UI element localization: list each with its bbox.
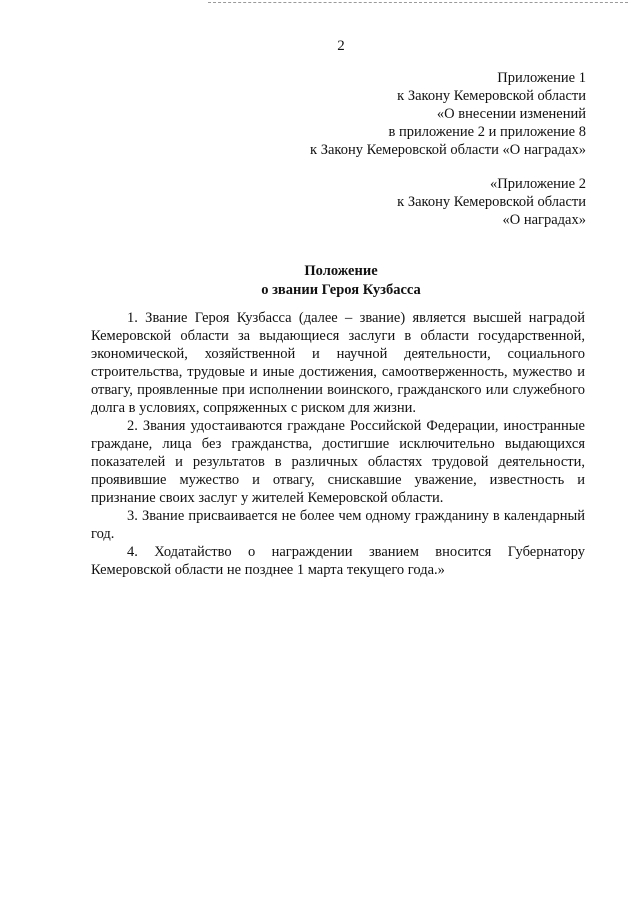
paragraph-3: 3. Звание присваивается не более чем одному гражданину в календарный год. xyxy=(91,508,585,542)
quoted-header-line: «О наградах» xyxy=(502,212,586,228)
appendix-header-line: к Закону Кемеровской области «О наградах» xyxy=(310,142,586,158)
quoted-appendix-header xyxy=(397,175,586,229)
page-number: 2 xyxy=(337,38,345,54)
appendix-header-line: «О внесении изменений xyxy=(436,106,586,122)
appendix-header xyxy=(310,69,586,159)
top-divider xyxy=(208,2,628,3)
title-line-2: о звании Героя Кузбасса xyxy=(261,282,421,298)
document-title xyxy=(0,262,640,300)
paragraph-2: 2. Звания удостаиваются граждане Российской Федерации, иностранные граждане, лица без гражданства, достигшие исключительно выдающихся показателей и результатов в различных областях трудовой деятельности, проявившие мужество и отвагу, снискавшие уважение, известность и признание своих заслуг у жителей Кемеровской области. xyxy=(91,418,585,506)
quoted-header-line: к Закону Кемеровской области xyxy=(397,194,586,210)
paragraph-4: 4. Ходатайство о награждении званием вносится Губернатору Кемеровской области не позднее 1 марта текущего года.» xyxy=(91,544,585,578)
title-line-1: Положение xyxy=(304,263,378,279)
quoted-header-line: «Приложение 2 xyxy=(490,176,586,192)
appendix-header-line: Приложение 1 xyxy=(497,70,586,86)
appendix-header-line: в приложение 2 и приложение 8 xyxy=(388,124,586,140)
document-body xyxy=(91,309,585,579)
appendix-header-line: к Закону Кемеровской области xyxy=(397,88,586,104)
paragraph-1: 1. Звание Героя Кузбасса (далее – звание) является высшей наградой Кемеровской области за выдающиеся заслуги в области государственной, экономической, хозяйственной и научной деятельности, социального строительства, трудовые и иные достижения, самоотверженность, мужество и отвагу, проявленные при исполнении воинского, гражданского или служебного долга в условиях, сопряженных с риском для жизни. xyxy=(91,310,585,416)
